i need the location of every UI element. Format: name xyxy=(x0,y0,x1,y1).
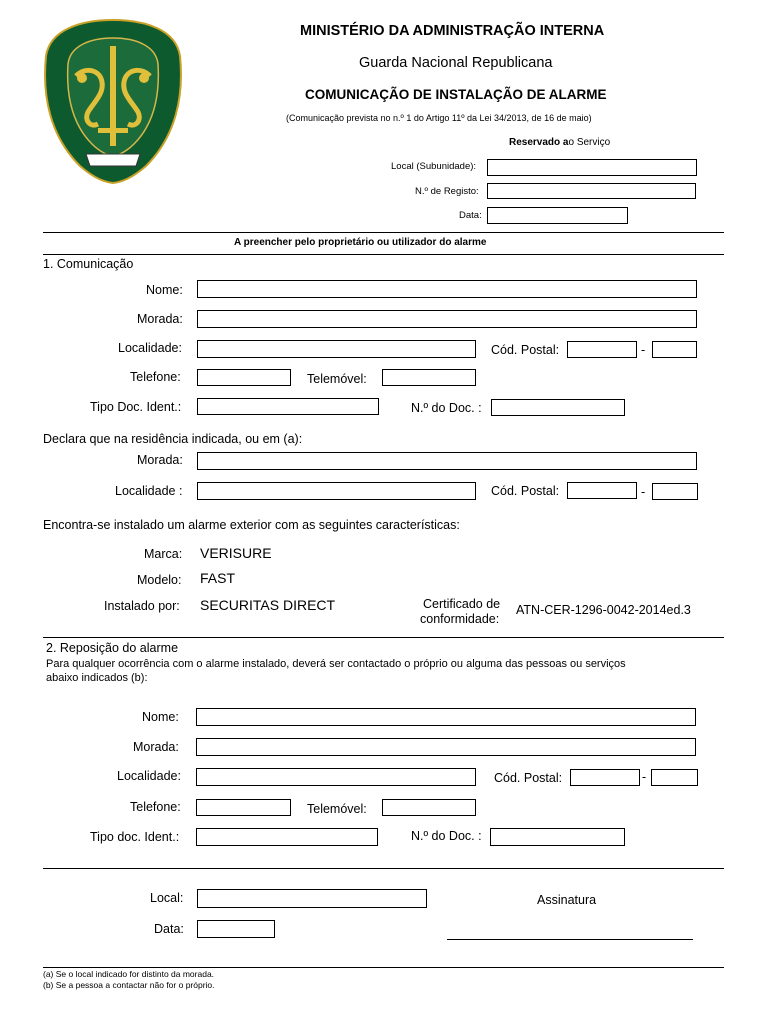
s2-n-doc-label: N.º do Doc. : xyxy=(411,829,482,843)
reserved-data-field[interactable] xyxy=(487,207,628,224)
cod-postal-field-2[interactable] xyxy=(652,341,697,358)
localidade-label: Localidade: xyxy=(118,341,182,355)
footnote-a: (a) Se o local indicado for distinto da morada. xyxy=(43,969,215,979)
s2-nome-label: Nome: xyxy=(142,710,179,724)
alarme-text: Encontra-se instalado um alarme exterior com as seguintes características: xyxy=(43,518,460,532)
reserved-title-bold: Reservado a xyxy=(509,137,569,148)
legal-reference: (Comunicação prevista no n.º 1 do Artigo 11º da Lei 34/2013, de 16 de maio) xyxy=(286,113,592,123)
s2-tipo-doc-label: Tipo doc. Ident.: xyxy=(90,830,180,844)
declara-text: Declara que na residência indicada, ou em (a): xyxy=(43,432,303,446)
cod-postal2-dash: - xyxy=(641,485,646,499)
reserved-local-field[interactable] xyxy=(487,159,697,176)
n-doc-field[interactable] xyxy=(491,399,625,416)
section2-title: 2. Reposição do alarme xyxy=(46,641,179,655)
data-field[interactable] xyxy=(197,920,275,938)
fill-note: A preencher pelo proprietário ou utilizador do alarme xyxy=(234,237,487,248)
s2-cod-postal-dash: - xyxy=(642,770,647,784)
nome-label: Nome: xyxy=(146,283,183,297)
s2-telefone-label: Telefone: xyxy=(130,800,181,814)
reserved-local-label: Local (Subunidade): xyxy=(391,161,477,172)
morada2-label: Morada: xyxy=(137,453,183,467)
local-label: Local: xyxy=(150,891,184,905)
divider xyxy=(43,868,724,869)
telemovel-field[interactable] xyxy=(382,369,476,386)
s2-n-doc-field[interactable] xyxy=(490,828,625,846)
ministry-title: MINISTÉRIO DA ADMINISTRAÇÃO INTERNA xyxy=(300,23,605,39)
s2-morada-field[interactable] xyxy=(196,738,696,756)
data-label: Data: xyxy=(154,922,184,936)
morada2-field[interactable] xyxy=(197,452,697,470)
cod-postal-field-1[interactable] xyxy=(567,341,637,358)
section2-intro-1: Para qualquer ocorrência com o alarme instalado, deverá ser contactado o próprio ou alguma das pessoas ou serviços xyxy=(46,658,626,670)
instalado-value: SECURITAS DIRECT xyxy=(200,597,336,613)
s2-nome-field[interactable] xyxy=(196,708,696,726)
cert-label-1: Certificado de xyxy=(423,597,501,611)
section1-title: 1. Comunicação xyxy=(43,257,134,271)
divider xyxy=(43,232,724,233)
assinatura-label: Assinatura xyxy=(537,893,597,907)
divider xyxy=(43,967,724,968)
s2-localidade-label: Localidade: xyxy=(117,769,181,783)
cod-postal-label: Cód. Postal: xyxy=(491,343,560,357)
localidade2-field[interactable] xyxy=(197,482,476,500)
reserved-data-label: Data: xyxy=(459,210,482,221)
footnote-b: (b) Se a pessoa a contactar não for o próprio. xyxy=(43,980,215,990)
cert-value: ATN-CER-1296-0042-2014ed.3 xyxy=(516,603,691,617)
morada-label: Morada: xyxy=(137,312,183,326)
tipo-doc-field[interactable] xyxy=(197,398,379,415)
morada-field[interactable] xyxy=(197,310,697,328)
gnr-logo xyxy=(40,16,186,184)
cod-postal-dash: - xyxy=(641,343,646,357)
localidade-field[interactable] xyxy=(197,340,476,358)
reserved-registo-label: N.º de Registo: xyxy=(415,186,479,197)
agency-name: Guarda Nacional Republicana xyxy=(359,55,553,71)
cod-postal2-field-1[interactable] xyxy=(567,482,637,499)
telefone-label: Telefone: xyxy=(130,370,181,384)
s2-cod-postal-label: Cód. Postal: xyxy=(494,771,563,785)
telefone-field[interactable] xyxy=(197,369,291,386)
s2-telemovel-field[interactable] xyxy=(382,799,476,816)
reserved-registo-field[interactable] xyxy=(487,183,696,199)
s2-cod-postal-field-1[interactable] xyxy=(570,769,640,786)
s2-telefone-field[interactable] xyxy=(196,799,291,816)
cod-postal2-field-2[interactable] xyxy=(652,483,698,500)
instalado-label: Instalado por: xyxy=(104,599,180,613)
telemovel-label: Telemóvel: xyxy=(307,372,367,386)
cod-postal2-label: Cód. Postal: xyxy=(491,484,560,498)
marca-value: VERISURE xyxy=(200,545,272,561)
n-doc-label: N.º do Doc. : xyxy=(411,401,482,415)
form-title: COMUNICAÇÃO DE INSTALAÇÃO DE ALARME xyxy=(305,87,607,102)
s2-morada-label: Morada: xyxy=(133,740,179,754)
divider xyxy=(43,637,724,638)
localidade2-label: Localidade : xyxy=(115,484,183,498)
nome-field[interactable] xyxy=(197,280,697,298)
divider xyxy=(43,254,724,255)
marca-label: Marca: xyxy=(144,547,183,561)
s2-localidade-field[interactable] xyxy=(196,768,476,786)
reserved-title xyxy=(509,137,610,148)
s2-tipo-doc-field[interactable] xyxy=(196,828,378,846)
section2-intro-2: abaixo indicados (b): xyxy=(46,672,148,684)
reserved-title-rest: o Serviço xyxy=(568,137,611,148)
cert-label-2: conformidade: xyxy=(420,612,500,626)
s2-telemovel-label: Telemóvel: xyxy=(307,802,367,816)
modelo-label: Modelo: xyxy=(137,573,182,587)
local-field[interactable] xyxy=(197,889,427,908)
s2-cod-postal-field-2[interactable] xyxy=(651,769,698,786)
tipo-doc-label: Tipo Doc. Ident.: xyxy=(90,400,182,414)
signature-line[interactable] xyxy=(447,939,693,940)
modelo-value: FAST xyxy=(200,570,236,586)
